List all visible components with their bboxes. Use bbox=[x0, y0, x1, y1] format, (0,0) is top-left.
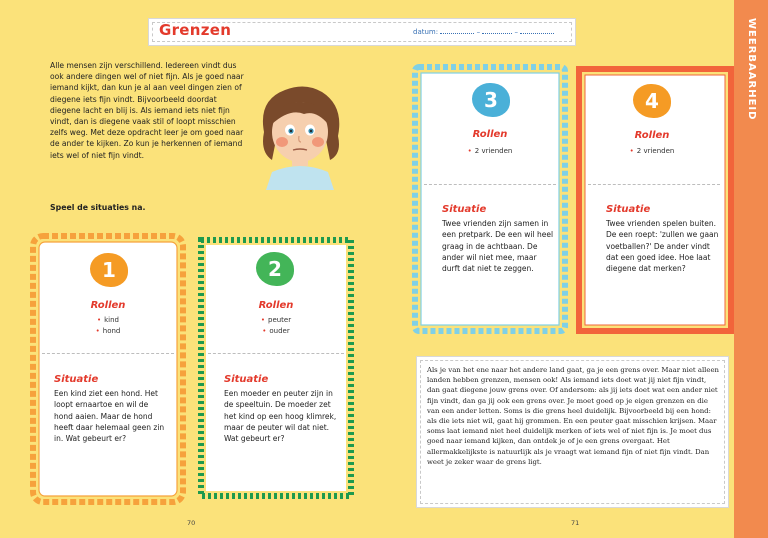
role-item: • 2 vrienden bbox=[629, 147, 675, 155]
situation-text: Twee vrienden zijn samen in een pretpark. De een wil heel graag in de achtbaan. De ander wil niet mee, maar durft dat niet te zeggen. bbox=[442, 219, 554, 274]
situation-title: Situatie bbox=[224, 374, 269, 385]
roles-title: Rollen bbox=[634, 130, 670, 141]
page-title: Grenzen bbox=[159, 21, 232, 39]
info-text: Als je van het ene naar het andere land gaat, ga je een grens over. Maar niet alleen landen hebben grenzen, mensen ook! Als iemand iets doet wat jij niet fijn vindt, dan gaat diegene jouw grens over. Of andersom: als jij iets doet wat een ander niet fijn vindt, dan ga jij ook een grens over. Je moet goed op je eigen grenzen en die van een ander letten. Soms is die grens heel duidelijk. Bijvoorbeeld bij een hond: als die iets niet wil, gaat hij grommen. En een peuter gaat misschien krijsen. Maar soms laat iemand niet heel duidelijk merken of iets wel of niet fijn is. Je moet dus goed naar iemand kijken, dan ontdek je of je een grens overgaat. Het allermakkelijkste is natuurlijk als je vraagt wat iemand fijn of niet fijn vindt. Dan weet je zeker waar de grens ligt. bbox=[427, 366, 719, 466]
dashed-divider bbox=[588, 184, 720, 185]
dashed-divider bbox=[424, 184, 556, 185]
date-separator: – bbox=[476, 28, 481, 36]
scenario-card-4 bbox=[576, 66, 734, 334]
situation-text: Twee vrienden spelen buiten. De een roept: 'zullen we gaan voetballen?' De ander vindt dat een goed idee. Hoe laat diegene dat merken? bbox=[606, 219, 719, 274]
role-item: • ouder bbox=[262, 327, 290, 335]
dashed-divider bbox=[208, 353, 344, 354]
date-field bbox=[413, 26, 554, 36]
page-number-left: 70 bbox=[187, 519, 196, 527]
role-item: • 2 vrienden bbox=[467, 147, 513, 155]
roles-list bbox=[576, 146, 728, 157]
roles-title: Rollen bbox=[258, 300, 294, 311]
situation-title: Situatie bbox=[606, 204, 651, 215]
roles-title: Rollen bbox=[472, 129, 508, 140]
situation-title: Situatie bbox=[54, 374, 99, 385]
role-item: • kind bbox=[96, 316, 120, 324]
roles-title: Rollen bbox=[90, 300, 126, 311]
card-number-badge: 4 bbox=[633, 84, 671, 118]
scenario-card-2 bbox=[198, 237, 354, 499]
date-label: datum: bbox=[413, 28, 439, 36]
dashed-divider bbox=[42, 353, 174, 354]
scenario-card-1 bbox=[30, 233, 186, 505]
date-separator: – bbox=[514, 28, 519, 36]
title-bar bbox=[148, 18, 576, 46]
roles-list bbox=[30, 315, 186, 337]
page-number-right: 71 bbox=[571, 519, 580, 527]
situation-text: Een kind ziet een hond. Het loopt ernaartoe en wil de hond aaien. Maar de hond heeft daar helemaal geen zin in. Wat gebeurt er? bbox=[54, 389, 165, 444]
info-box bbox=[416, 356, 729, 508]
situation-text: Een moeder en peuter zijn in de speeltuin. De moeder zet het kind op een hoog klimrek, maar de peuter wil dat niet. Wat gebeurt er? bbox=[224, 389, 337, 444]
roles-list bbox=[412, 146, 568, 157]
roles-list bbox=[198, 315, 354, 337]
role-item: • peuter bbox=[260, 316, 292, 324]
child-face-illustration bbox=[250, 80, 350, 190]
card-number-badge: 2 bbox=[256, 252, 294, 286]
role-item: • hond bbox=[95, 327, 121, 335]
scenario-card-3 bbox=[412, 64, 568, 334]
situation-title: Situatie bbox=[442, 204, 487, 215]
card-number-badge: 1 bbox=[90, 253, 128, 287]
intro-text: Alle mensen zijn verschillend. Iedereen vindt dus ook andere dingen wel of niet fijn. Als je goed naar iemand kijkt, dan kun je al aan veel dingen zien of diegene iets fijn vindt. Bijvoorbeeld doordat diegene lacht en blij is. Als iemand iets niet fijn vindt, dan is diegene vaak stil of loopt misschien zelfs weg. Met deze opdracht leer je om goed naar de ander te kijken. Zo kun je herkennen of iemand iets wel of niet fijn vindt. bbox=[50, 61, 244, 160]
card-number-badge: 3 bbox=[472, 83, 510, 117]
side-tab-label: WEERBAARHEID bbox=[746, 18, 757, 121]
instruction: Speel de situaties na. bbox=[50, 203, 146, 212]
